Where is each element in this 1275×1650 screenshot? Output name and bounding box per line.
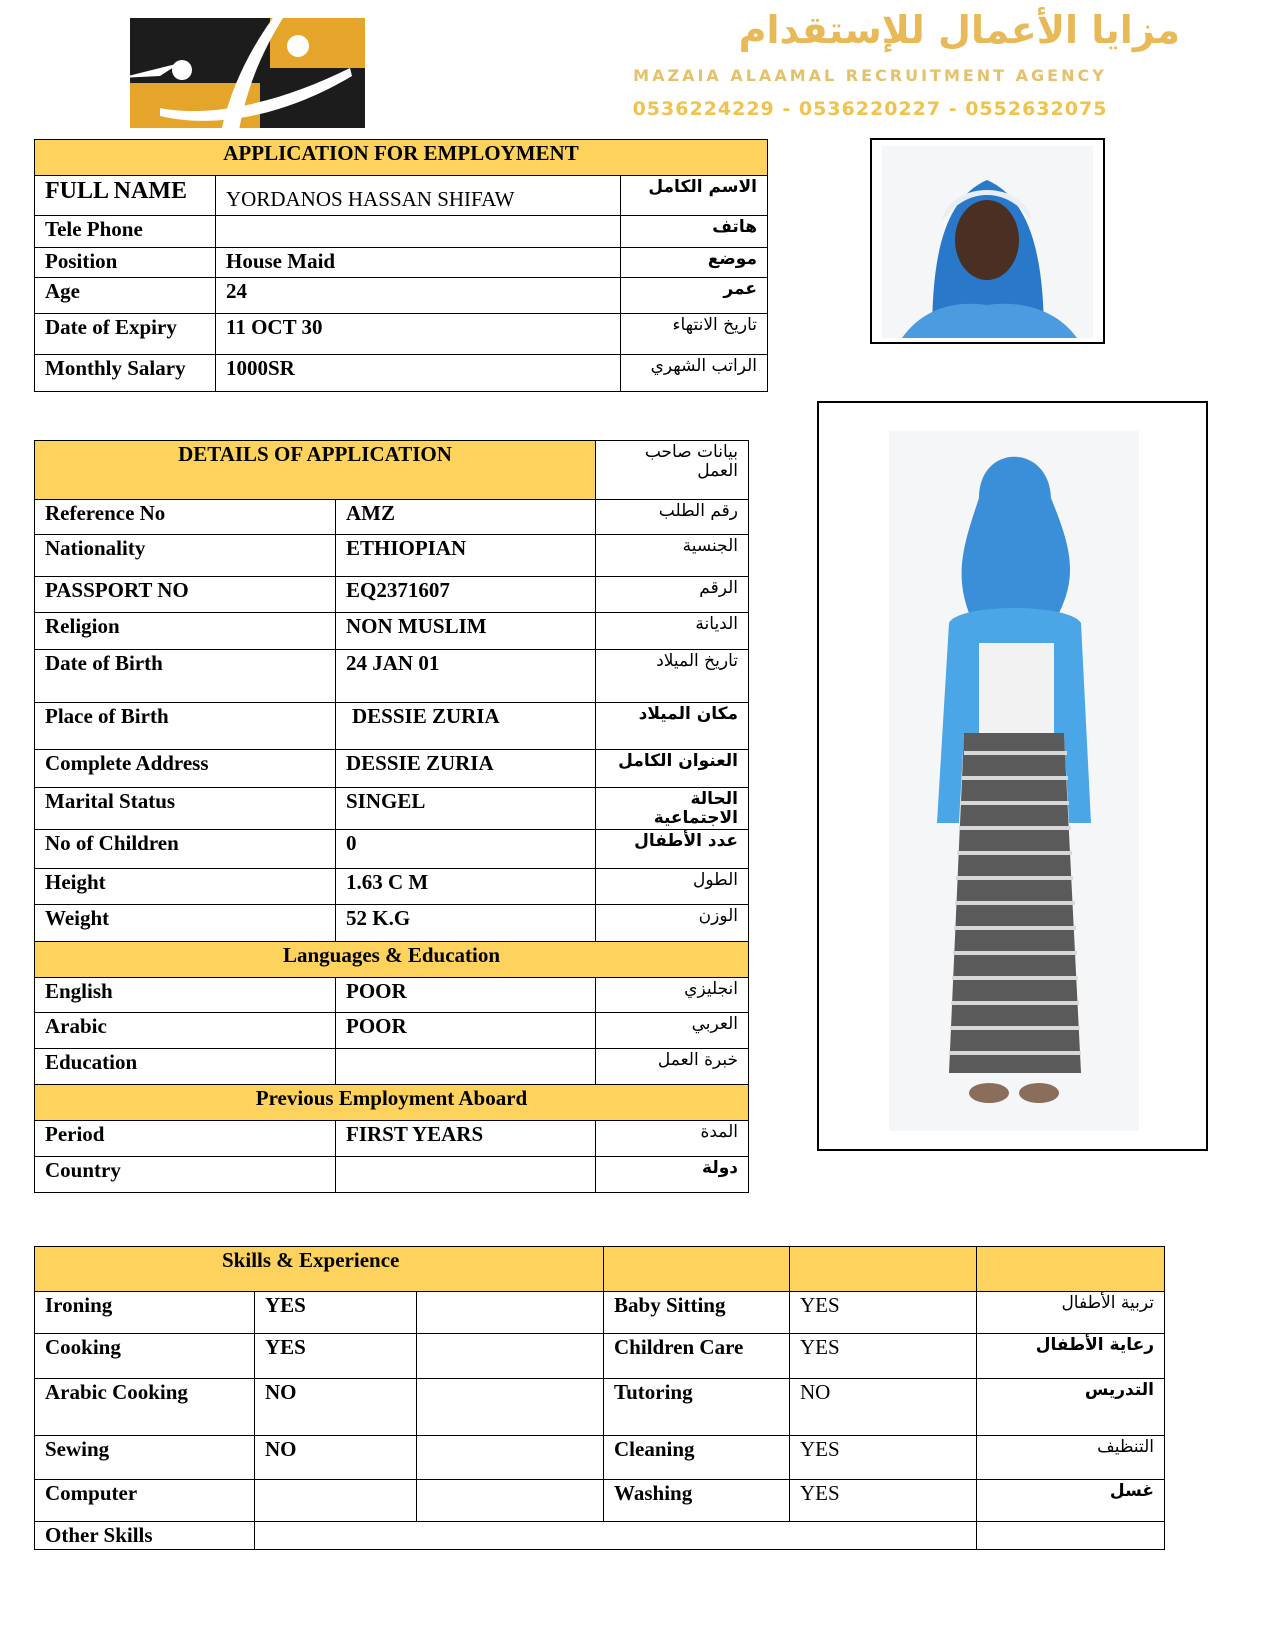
- details-title: DETAILS OF APPLICATION: [35, 441, 596, 500]
- cleaning-value: YES: [790, 1436, 977, 1480]
- complete-address-value: DESSIE ZURIA: [336, 750, 596, 788]
- reference-no-label: Reference No: [35, 500, 336, 535]
- passport-no-arabic: الرقم: [596, 577, 749, 613]
- english-label: English: [35, 978, 336, 1013]
- arabic-cooking-label: Arabic Cooking: [35, 1379, 255, 1436]
- application-title: APPLICATION FOR EMPLOYMENT: [35, 140, 768, 176]
- sewing-extra: [417, 1436, 604, 1480]
- computer-extra: [417, 1480, 604, 1522]
- details-table: [34, 440, 749, 1193]
- passport-no-label: PASSPORT NO: [35, 577, 336, 613]
- no-of-children-value: 0: [336, 830, 596, 869]
- no-of-children-arabic: عدد الأطفال: [596, 830, 749, 869]
- date-of-birth-value: 24 JAN 01: [336, 650, 596, 703]
- application-table: [34, 139, 768, 392]
- country-arabic: دولة: [596, 1157, 749, 1193]
- complete-address-label: Complete Address: [35, 750, 336, 788]
- arabic-label: Arabic: [35, 1013, 336, 1049]
- place-of-birth-value: DESSIE ZURIA: [336, 703, 596, 750]
- brand-arabic-name: مزايا الأعمال للإستقدام: [738, 8, 1180, 52]
- brand-phones: 0536224229 - 0536220227 - 0552632075: [632, 98, 1108, 120]
- religion-label: Religion: [35, 613, 336, 650]
- religion-value: NON MUSLIM: [336, 613, 596, 650]
- washing-value: YES: [790, 1480, 977, 1522]
- country-label: Country: [35, 1157, 336, 1193]
- skills-title: Skills & Experience: [35, 1247, 604, 1292]
- portrait-photo-icon: [872, 140, 1103, 342]
- marital-status-label: Marital Status: [35, 788, 336, 830]
- place-of-birth-arabic: مكان الميلاد: [596, 703, 749, 750]
- cooking-label: Cooking: [35, 1334, 255, 1379]
- weight-arabic: الوزن: [596, 905, 749, 942]
- education-label: Education: [35, 1049, 336, 1085]
- skills-table: [34, 1246, 1165, 1550]
- computer-value: [255, 1480, 417, 1522]
- portrait-photo: [870, 138, 1105, 344]
- height-value: 1.63 C M: [336, 869, 596, 905]
- position-arabic: موضع: [621, 248, 768, 278]
- monthly-salary-value: 1000SR: [216, 355, 621, 392]
- date-of-birth-label: Date of Birth: [35, 650, 336, 703]
- no-of-children-label: No of Children: [35, 830, 336, 869]
- english-value: POOR: [336, 978, 596, 1013]
- baby-sitting-value: YES: [790, 1292, 977, 1334]
- arabic-arabic: العربي: [596, 1013, 749, 1049]
- tutoring-label: Tutoring: [604, 1379, 790, 1436]
- religion-arabic: الديانة: [596, 613, 749, 650]
- complete-address-arabic: العنوان الكامل: [596, 750, 749, 788]
- position-value: House Maid: [216, 248, 621, 278]
- full-name-value: YORDANOS HASSAN SHIFAW: [216, 176, 621, 216]
- brand-english-name: MAZAIA ALAAMAL RECRUITMENT AGENCY: [633, 66, 1107, 85]
- other-skills-value: [255, 1522, 977, 1550]
- reference-no-arabic: رقم الطلب: [596, 500, 749, 535]
- agency-logo-icon: [120, 8, 375, 138]
- details-title-arabic: بيانات صاحب العمل: [596, 441, 749, 500]
- place-of-birth-label: Place of Birth: [35, 703, 336, 750]
- position-label: Position: [35, 248, 216, 278]
- monthly-salary-label: Monthly Salary: [35, 355, 216, 392]
- education-value: [336, 1049, 596, 1085]
- previous-employment-title: Previous Employment Aboard: [35, 1085, 749, 1121]
- children-care-value: YES: [790, 1334, 977, 1379]
- cleaning-arabic: التنظيف: [977, 1436, 1165, 1480]
- other-skills-label: Other Skills: [35, 1522, 255, 1550]
- languages-title: Languages & Education: [35, 942, 749, 978]
- monthly-salary-arabic: الراتب الشهري: [621, 355, 768, 392]
- full-name-label: FULL NAME: [35, 176, 216, 216]
- passport-no-value: EQ2371607: [336, 577, 596, 613]
- ironing-value: YES: [255, 1292, 417, 1334]
- period-value: FIRST YEARS: [336, 1121, 596, 1157]
- age-arabic: عمر: [621, 278, 768, 314]
- height-label: Height: [35, 869, 336, 905]
- period-label: Period: [35, 1121, 336, 1157]
- period-arabic: المدة: [596, 1121, 749, 1157]
- nationality-value: ETHIOPIAN: [336, 535, 596, 577]
- reference-no-value: AMZ: [336, 500, 596, 535]
- full-name-arabic: الاسم الكامل: [621, 176, 768, 216]
- skills-header-blank-3: [977, 1247, 1165, 1292]
- date-of-expiry-label: Date of Expiry: [35, 314, 216, 355]
- ironing-extra: [417, 1292, 604, 1334]
- washing-label: Washing: [604, 1480, 790, 1522]
- date-of-expiry-arabic: تاريخ الانتهاء: [621, 314, 768, 355]
- cooking-value: YES: [255, 1334, 417, 1379]
- english-arabic: انجليزي: [596, 978, 749, 1013]
- arabic-cooking-value: NO: [255, 1379, 417, 1436]
- tutoring-arabic: التدريس: [977, 1379, 1165, 1436]
- weight-value: 52 K.G: [336, 905, 596, 942]
- baby-sitting-label: Baby Sitting: [604, 1292, 790, 1334]
- arabic-value: POOR: [336, 1013, 596, 1049]
- marital-status-value: SINGEL: [336, 788, 596, 830]
- weight-label: Weight: [35, 905, 336, 942]
- age-value: 24: [216, 278, 621, 314]
- sewing-value: NO: [255, 1436, 417, 1480]
- skills-header-blank-2: [790, 1247, 977, 1292]
- washing-arabic: غسل: [977, 1480, 1165, 1522]
- children-care-arabic: رعاية الأطفال: [977, 1334, 1165, 1379]
- date-of-expiry-value: 11 OCT 30: [216, 314, 621, 355]
- education-arabic: خبرة العمل: [596, 1049, 749, 1085]
- ironing-label: Ironing: [35, 1292, 255, 1334]
- country-value: [336, 1157, 596, 1193]
- children-care-label: Children Care: [604, 1334, 790, 1379]
- age-label: Age: [35, 278, 216, 314]
- telephone-label: Tele Phone: [35, 216, 216, 248]
- marital-status-arabic: الحالة الاجتماعية: [596, 788, 749, 830]
- baby-sitting-arabic: تربية الأطفال: [977, 1292, 1165, 1334]
- sewing-label: Sewing: [35, 1436, 255, 1480]
- telephone-arabic: هاتف: [621, 216, 768, 248]
- arabic-cooking-extra: [417, 1379, 604, 1436]
- nationality-arabic: الجنسية: [596, 535, 749, 577]
- tutoring-value: NO: [790, 1379, 977, 1436]
- full-body-photo-icon: [819, 403, 1206, 1149]
- computer-label: Computer: [35, 1480, 255, 1522]
- full-body-photo: [817, 401, 1208, 1151]
- cooking-extra: [417, 1334, 604, 1379]
- telephone-value: [216, 216, 621, 248]
- other-skills-extra: [977, 1522, 1165, 1550]
- nationality-label: Nationality: [35, 535, 336, 577]
- cleaning-label: Cleaning: [604, 1436, 790, 1480]
- date-of-birth-arabic: تاريخ الميلاد: [596, 650, 749, 703]
- height-arabic: الطول: [596, 869, 749, 905]
- skills-header-blank-1: [604, 1247, 790, 1292]
